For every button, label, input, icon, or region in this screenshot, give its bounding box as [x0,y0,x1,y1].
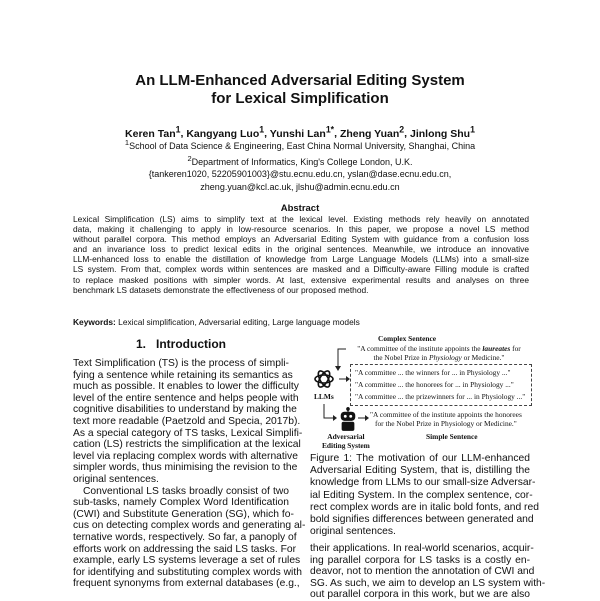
title-line: An LLM-Enhanced Adversarial Editing System [135,72,465,89]
text-line: out parallel corpora in this work, but we are also [310,589,530,601]
llms-label: LLMs [314,392,334,401]
text-line: and an invariance loss to predict lexical edits in the original sentences. Meanwhile, we introduce an innovative [73,244,529,255]
affiliation: $^1$School of Data Science & Engineering, East China Normal University, Shanghai, China [124,138,476,151]
paper-title [0,72,600,108]
affiliation: $^2$Department of Informatics, King's College London, U.K. [187,153,413,167]
text-line: Adversarial Editing System, that is, distilling the [310,465,530,477]
author: Kangyang Luo$^1$ [186,124,265,140]
author: Jinlong Shu$^1$ [409,124,475,140]
abstract-body [73,214,529,295]
keywords-label: Keywords: [73,317,116,327]
text-line: efforts work on addressing the said LS tasks. For [73,543,297,555]
section-heading: 1. Introduction [135,337,226,351]
title-line: for Lexical Simplification [211,90,389,107]
complex-sentence-label: Complex Sentence [378,334,437,343]
text-line: to replace masked positions with simpler words. At last, extensive experimental results and analyses on three [73,274,529,285]
adversarial-editing-system-label: Adversarial Editing System [322,432,370,450]
text-line: deavor, not to mention the annotation of CWI and [310,566,535,578]
left-column-text [73,358,306,590]
text-line: Lexical Simplification (LS) aims to simplify text at the lexical level. Existing methods rely heavily on annotated [73,214,529,224]
text-line: cognitive disabilities to understand by making the [73,404,297,416]
affiliations [0,137,600,193]
text-line: As a special category of TS tasks, Lexical Simplifi- [73,427,303,439]
text-line: bold signifies differences between generated and [310,514,534,526]
text-line: ing parallel corpora for LS tasks is a costly en- [310,554,530,566]
email: zheng.yuan@kcl.ac.uk, jlshu@admin.ecnu.edu.cn [200,181,400,192]
text-line: Figure 1: The motivation of our LLM-enhanced [310,453,530,464]
text-line: Conventional LS tasks broadly consist of two [83,485,289,497]
text-line: Text Simplification (TS) is the process of simpli- [73,358,289,369]
text-line: knowledge from LLMs to our small-size Adversar- [310,477,536,489]
text-line: level via replacing complex words with alternative [73,450,298,462]
email: {tankeren1020, 52205901003}@stu.ecnu.edu.cn, yslan@dase.ecnu.edu.cn, [148,169,452,180]
text-line: simpler words, thus minimising the revision to the [73,462,298,474]
llm-outputs-box [350,364,532,406]
figure-1 [308,334,534,452]
figure-caption [310,453,539,538]
complex-sentence: "A committee of the institute appoints the laureates for the Nobel Prize in Physiology or Medicine." [357,344,521,362]
abstract-heading: Abstract [280,203,320,214]
text-line: sub-tasks, namely Complex Word Identification [73,497,289,509]
text-line: cation (LS) restricts the simplification at the lexical [73,439,301,451]
author: Yunshi Lan$^{1*}$ [269,124,335,140]
text-line: example, early LS systems leverage a set of rules [73,555,301,567]
simple-sentence-label: Simple Sentence [426,432,478,441]
simple-sentence: "A committee of the institute appoints the honorees for the Nobel Prize in Physiology or Medicine." [370,410,522,428]
openai-llm-icon [312,368,336,390]
text-line: (CWI) and Substitute Generation (SG), which fo- [73,508,294,520]
llm-output: "A committee ... the prizewinners for ... in Physiology ..." [355,392,526,401]
author: Zheng Yuan$^2$ [339,124,405,140]
text-line: LS system. From that, complex words within sentences are masked and a Difficulty-aware Filling module is crafted [73,264,529,275]
author: Keren Tan$^1$ [125,124,181,140]
text-line: frequent synonyms from external databases (e.g., [73,578,300,590]
text-line: original sentences. [310,526,396,538]
robot-icon [338,407,358,431]
text-line: text more readable (Paetzold and Specia, 2017b). [73,415,301,427]
text-line: for identifying and substituting complex words with [73,566,302,578]
keywords [73,317,360,327]
author-list: Keren Tan$^1$, Kangyang Luo$^1$, Yunshi Lan$^{1*}$, Zheng Yuan$^2$, Jinlong Shu$^1$ [125,124,475,140]
text-line: their applications. In real-world scenarios, acquir- [310,543,534,554]
keywords-text: Lexical simplification, Adversarial editing, Large language models [118,317,360,327]
text-line: without parallel corpora. This method employs an Adversarial Editing System with guidance from a confusion loss [73,234,529,245]
llm-output: "A committee ... the honorees for ... in Physiology ..." [355,380,514,389]
text-line: benchmark LS datasets demonstrate the effectiveness of our proposed method. [73,284,369,295]
text-line: LLM-enhanced loss to enable the distillation of knowledge from Large Language Models (LLMs) into a small-size [73,254,529,265]
text-line: rect complex words are in italic bold fonts, and red [310,501,539,513]
text-line: level of the entire sentence and helps people with [73,392,299,404]
text-line: data, making it challenging to apply in low-resource scenarios. In this paper, we propose a novel LS method [73,224,529,235]
text-line: original sentences. [73,473,159,485]
right-column-text [310,543,546,601]
text-line: fying a sentence while retaining its semantics as [73,369,293,381]
llm-output: "A committee ... the winners for ... in Physiology ..." [355,368,511,377]
text-line: ternative words, respectively. So far, a panoply of [73,531,297,543]
text-line: cus on detecting complex words and generating al- [73,520,306,532]
text-line: much as possible. It enables to lower the difficulty [73,381,299,393]
text-line: ial Editing System. In the complex sentence, cor- [310,489,533,501]
text-line: SG. As such, we aim to develop an LS system with- [310,577,546,589]
